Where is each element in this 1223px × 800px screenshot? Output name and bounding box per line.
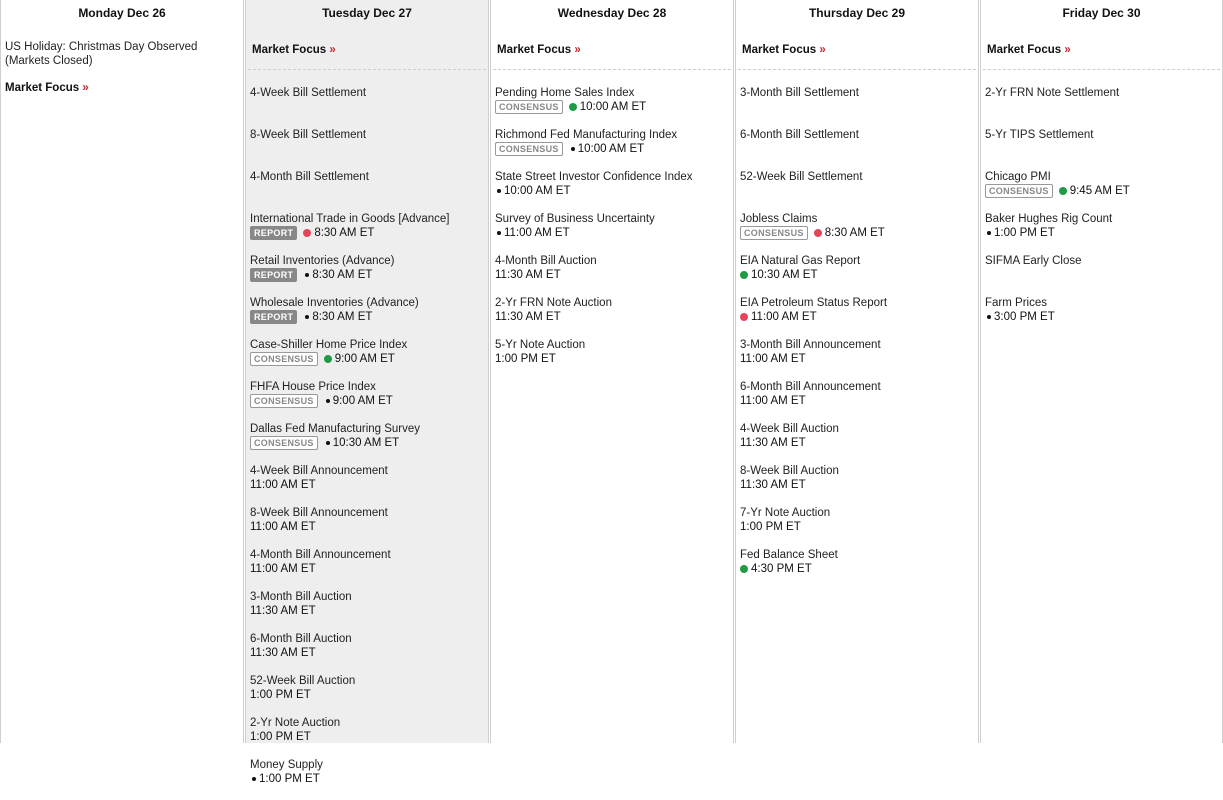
event-time: 8:30 AM ET xyxy=(314,227,375,239)
event-name-link[interactable]: Survey of Business Uncertainty xyxy=(495,213,655,225)
event-name-link[interactable]: FHFA House Price Index xyxy=(250,381,376,393)
event-time: 10:00 AM ET xyxy=(579,101,647,113)
calendar-event xyxy=(740,86,974,128)
calendar-event xyxy=(740,170,974,212)
event-name-link[interactable]: Dallas Fed Manufacturing Survey xyxy=(250,423,421,435)
event-time: 10:00 AM ET xyxy=(504,185,571,197)
event-meta xyxy=(250,730,484,744)
event-meta xyxy=(740,226,974,240)
event-meta xyxy=(495,100,729,114)
event-time: 11:00 AM ET xyxy=(250,479,316,491)
event-name-link[interactable]: Jobless Claims xyxy=(740,213,818,225)
calendar-event xyxy=(985,212,1218,254)
calendar-event xyxy=(250,548,484,590)
calendar-event xyxy=(985,170,1218,212)
event-time: 11:30 AM ET xyxy=(495,269,561,281)
black-dot-icon xyxy=(987,231,991,235)
calendar-event xyxy=(250,170,484,212)
event-meta xyxy=(250,604,484,618)
event-name-link[interactable]: 4-Month Bill Settlement xyxy=(250,171,369,183)
day-column-thursday xyxy=(735,0,979,743)
report-badge[interactable]: REPORT xyxy=(250,226,297,240)
event-name-link[interactable]: 8-Week Bill Auction xyxy=(740,465,839,477)
event-time: 11:30 AM ET xyxy=(250,605,316,617)
event-meta xyxy=(740,394,974,408)
event-name-link[interactable]: Money Supply xyxy=(250,759,323,771)
black-dot-icon xyxy=(305,273,309,277)
event-meta xyxy=(250,520,484,534)
event-meta xyxy=(495,352,729,366)
consensus-badge[interactable]: CONSENSUS xyxy=(250,394,318,408)
event-name-link[interactable]: 3-Month Bill Announcement xyxy=(740,339,881,351)
event-name-link[interactable]: 5-Yr TIPS Settlement xyxy=(985,129,1094,141)
red-dot-icon xyxy=(740,313,748,321)
event-meta xyxy=(495,142,729,156)
market-focus-link[interactable] xyxy=(252,44,336,56)
market-focus-label: Market Focus xyxy=(5,82,80,94)
market-focus-link[interactable] xyxy=(987,44,1071,56)
day-header: Tuesday Dec 27 xyxy=(322,6,412,20)
black-dot-icon xyxy=(326,399,330,403)
calendar-event xyxy=(250,296,484,338)
event-time: 11:00 AM ET xyxy=(740,395,806,407)
calendar-event xyxy=(250,380,484,422)
day-column-monday xyxy=(0,0,244,743)
event-name-link[interactable]: 2-Yr FRN Note Settlement xyxy=(985,87,1120,99)
market-focus-link[interactable] xyxy=(1,68,243,94)
event-time: 11:30 AM ET xyxy=(495,311,561,323)
event-time: 11:00 AM ET xyxy=(250,563,316,575)
market-focus-link[interactable] xyxy=(742,44,826,56)
event-time: 1:00 PM ET xyxy=(740,521,801,533)
event-time: 11:00 AM ET xyxy=(740,353,806,365)
event-time: 11:00 AM ET xyxy=(250,521,316,533)
event-meta xyxy=(250,562,484,576)
event-time: 9:45 AM ET xyxy=(1069,185,1130,197)
event-meta xyxy=(250,394,484,408)
calendar-event xyxy=(495,170,729,212)
event-time: 1:00 PM ET xyxy=(250,731,311,743)
event-meta xyxy=(250,772,484,786)
event-name-link[interactable]: Retail Inventories (Advance) xyxy=(250,255,395,267)
green-dot-icon xyxy=(569,103,577,111)
red-dot-icon xyxy=(303,229,311,237)
report-badge[interactable]: REPORT xyxy=(250,268,297,282)
event-meta xyxy=(495,184,729,198)
consensus-badge[interactable]: CONSENSUS xyxy=(495,100,563,114)
calendar-event xyxy=(495,296,729,338)
calendar-event xyxy=(740,548,974,590)
event-time: 10:30 AM ET xyxy=(751,269,818,281)
calendar-event xyxy=(250,128,484,170)
event-time: 8:30 AM ET xyxy=(312,311,373,323)
event-time: 11:30 AM ET xyxy=(740,479,806,491)
calendar-event xyxy=(740,422,974,464)
report-badge[interactable]: REPORT xyxy=(250,310,297,324)
consensus-badge[interactable]: CONSENSUS xyxy=(250,436,318,450)
event-meta xyxy=(985,310,1218,324)
event-meta xyxy=(740,562,974,576)
event-time: 8:30 AM ET xyxy=(312,269,373,281)
event-meta xyxy=(250,436,484,450)
calendar-event xyxy=(250,590,484,632)
event-name-link[interactable]: Chicago PMI xyxy=(985,171,1051,183)
day-header: Monday Dec 26 xyxy=(78,6,166,20)
event-name-link[interactable]: 4-Week Bill Announcement xyxy=(250,465,388,477)
event-time: 9:00 AM ET xyxy=(332,395,393,407)
calendar-event xyxy=(985,128,1218,170)
event-meta xyxy=(250,268,484,282)
black-dot-icon xyxy=(987,315,991,319)
event-meta xyxy=(250,226,484,240)
event-time: 11:00 AM ET xyxy=(504,227,570,239)
calendar-event xyxy=(250,506,484,548)
event-name-link[interactable]: EIA Petroleum Status Report xyxy=(740,297,888,309)
calendar-event xyxy=(250,632,484,674)
holiday-notice: US Holiday: Christmas Day Observed (Markets Closed) xyxy=(5,41,198,67)
event-name-link[interactable]: SIFMA Early Close xyxy=(985,255,1082,267)
event-meta xyxy=(985,184,1218,198)
event-meta xyxy=(740,520,974,534)
calendar-event xyxy=(740,128,974,170)
event-name-link[interactable]: State Street Investor Confidence Index xyxy=(495,171,693,183)
market-focus-arrow: » xyxy=(574,44,581,56)
event-meta xyxy=(250,646,484,660)
calendar-event xyxy=(985,296,1218,338)
calendar-event xyxy=(740,338,974,380)
consensus-badge[interactable]: CONSENSUS xyxy=(740,226,808,240)
event-name-link[interactable]: International Trade in Goods [Advance] xyxy=(250,213,450,225)
calendar-event xyxy=(250,86,484,128)
event-meta xyxy=(250,688,484,702)
event-name-link[interactable]: 3-Month Bill Settlement xyxy=(740,87,859,99)
consensus-badge[interactable]: CONSENSUS xyxy=(985,184,1053,198)
green-dot-icon xyxy=(324,355,332,363)
calendar-event xyxy=(740,506,974,548)
green-dot-icon xyxy=(1059,187,1067,195)
event-name-link[interactable]: 4-Week Bill Settlement xyxy=(250,87,367,99)
event-name-link[interactable]: 2-Yr FRN Note Auction xyxy=(495,297,612,309)
black-dot-icon xyxy=(571,147,575,151)
event-meta xyxy=(250,352,484,366)
market-focus-arrow: » xyxy=(819,44,826,56)
day-column-friday xyxy=(980,0,1223,743)
black-dot-icon xyxy=(497,231,501,235)
event-name-link[interactable]: 3-Month Bill Auction xyxy=(250,591,352,603)
event-name-link[interactable]: 4-Month Bill Announcement xyxy=(250,549,391,561)
event-name-link[interactable]: 6-Month Bill Announcement xyxy=(740,381,881,393)
event-name-link[interactable]: 52-Week Bill Auction xyxy=(250,675,356,687)
event-name-link[interactable]: 6-Month Bill Settlement xyxy=(740,129,859,141)
event-time: 1:00 PM ET xyxy=(994,227,1055,239)
market-focus-area xyxy=(738,26,976,70)
consensus-badge[interactable]: CONSENSUS xyxy=(250,352,318,366)
event-meta xyxy=(740,352,974,366)
event-name-link[interactable]: 4-Month Bill Auction xyxy=(495,255,597,267)
market-focus-label: Market Focus xyxy=(252,44,327,56)
red-dot-icon xyxy=(814,229,822,237)
event-meta xyxy=(740,436,974,450)
calendar-event xyxy=(495,254,729,296)
event-time: 9:00 AM ET xyxy=(334,353,395,365)
market-focus-label: Market Focus xyxy=(987,44,1062,56)
black-dot-icon xyxy=(497,189,501,193)
event-meta xyxy=(985,226,1218,240)
event-time: 11:30 AM ET xyxy=(250,647,316,659)
market-focus-area xyxy=(493,26,731,70)
event-time: 1:00 PM ET xyxy=(250,689,311,701)
green-dot-icon xyxy=(740,565,748,573)
event-time: 1:00 PM ET xyxy=(495,353,556,365)
event-name-link[interactable]: 7-Yr Note Auction xyxy=(740,507,831,519)
event-list xyxy=(246,70,488,800)
calendar-event xyxy=(740,296,974,338)
event-meta xyxy=(740,478,974,492)
calendar-event xyxy=(495,212,729,254)
event-name-link[interactable]: Case-Shiller Home Price Index xyxy=(250,339,408,351)
event-time: 8:30 AM ET xyxy=(824,227,885,239)
event-time: 1:00 PM ET xyxy=(259,773,320,785)
calendar-event xyxy=(740,254,974,296)
market-focus-label: Market Focus xyxy=(742,44,817,56)
event-time: 3:00 PM ET xyxy=(994,311,1055,323)
calendar-event xyxy=(740,464,974,506)
calendar-event xyxy=(250,212,484,254)
event-time: 10:00 AM ET xyxy=(577,143,645,155)
event-meta xyxy=(740,268,974,282)
event-time: 11:00 AM ET xyxy=(751,311,817,323)
event-time: 11:30 AM ET xyxy=(740,437,806,449)
event-meta xyxy=(495,226,729,240)
calendar-event xyxy=(250,254,484,296)
event-name-link[interactable]: 6-Month Bill Auction xyxy=(250,633,352,645)
event-name-link[interactable]: Baker Hughes Rig Count xyxy=(985,213,1113,225)
market-focus-label: Market Focus xyxy=(497,44,572,56)
event-name-link[interactable]: 8-Week Bill Settlement xyxy=(250,129,367,141)
calendar-event xyxy=(495,86,729,128)
market-focus-arrow: » xyxy=(329,44,336,56)
event-name-link[interactable]: 2-Yr Note Auction xyxy=(250,717,341,729)
calendar-event xyxy=(495,128,729,170)
market-focus-area xyxy=(248,26,486,70)
black-dot-icon xyxy=(252,777,256,781)
day-header: Friday Dec 30 xyxy=(1062,6,1141,20)
event-list xyxy=(736,70,978,590)
event-list xyxy=(981,70,1222,338)
calendar-event xyxy=(740,212,974,254)
green-dot-icon xyxy=(740,271,748,279)
day-header: Thursday Dec 29 xyxy=(808,6,906,20)
event-name-link[interactable]: 52-Week Bill Settlement xyxy=(740,171,863,183)
market-focus-link[interactable] xyxy=(497,44,581,56)
day-column-tuesday xyxy=(245,0,489,785)
event-meta xyxy=(740,310,974,324)
event-meta xyxy=(250,478,484,492)
event-list xyxy=(491,70,733,380)
day-header: Wednesday Dec 28 xyxy=(557,6,667,20)
event-meta xyxy=(495,268,729,282)
event-meta xyxy=(495,310,729,324)
event-name-link[interactable]: EIA Natural Gas Report xyxy=(740,255,861,267)
black-dot-icon xyxy=(326,441,330,445)
market-focus-arrow: » xyxy=(82,82,89,94)
market-focus-area xyxy=(983,26,1220,70)
calendar-event xyxy=(250,716,484,758)
calendar-event xyxy=(250,758,484,800)
calendar-event xyxy=(495,338,729,380)
black-dot-icon xyxy=(305,315,309,319)
market-focus-arrow: » xyxy=(1064,44,1071,56)
event-name-link[interactable]: Fed Balance Sheet xyxy=(740,549,838,561)
event-name-link[interactable]: 5-Yr Note Auction xyxy=(495,339,586,351)
event-name-link[interactable]: Wholesale Inventories (Advance) xyxy=(250,297,419,309)
event-name-link[interactable]: 4-Week Bill Auction xyxy=(740,423,839,435)
event-time: 4:30 PM ET xyxy=(751,563,812,575)
consensus-badge[interactable]: CONSENSUS xyxy=(495,142,563,156)
calendar-event xyxy=(985,254,1218,296)
calendar-event xyxy=(250,464,484,506)
event-name-link[interactable]: Richmond Fed Manufacturing Index xyxy=(495,129,678,141)
day-column-wednesday xyxy=(490,0,734,743)
event-name-link[interactable]: Pending Home Sales Index xyxy=(495,87,635,99)
event-name-link[interactable]: Farm Prices xyxy=(985,297,1047,309)
calendar-event xyxy=(250,422,484,464)
event-meta xyxy=(250,310,484,324)
calendar-event xyxy=(985,86,1218,128)
calendar-event xyxy=(250,674,484,716)
event-time: 10:30 AM ET xyxy=(332,437,400,449)
calendar-event xyxy=(250,338,484,380)
calendar-event xyxy=(740,380,974,422)
event-name-link[interactable]: 8-Week Bill Announcement xyxy=(250,507,388,519)
